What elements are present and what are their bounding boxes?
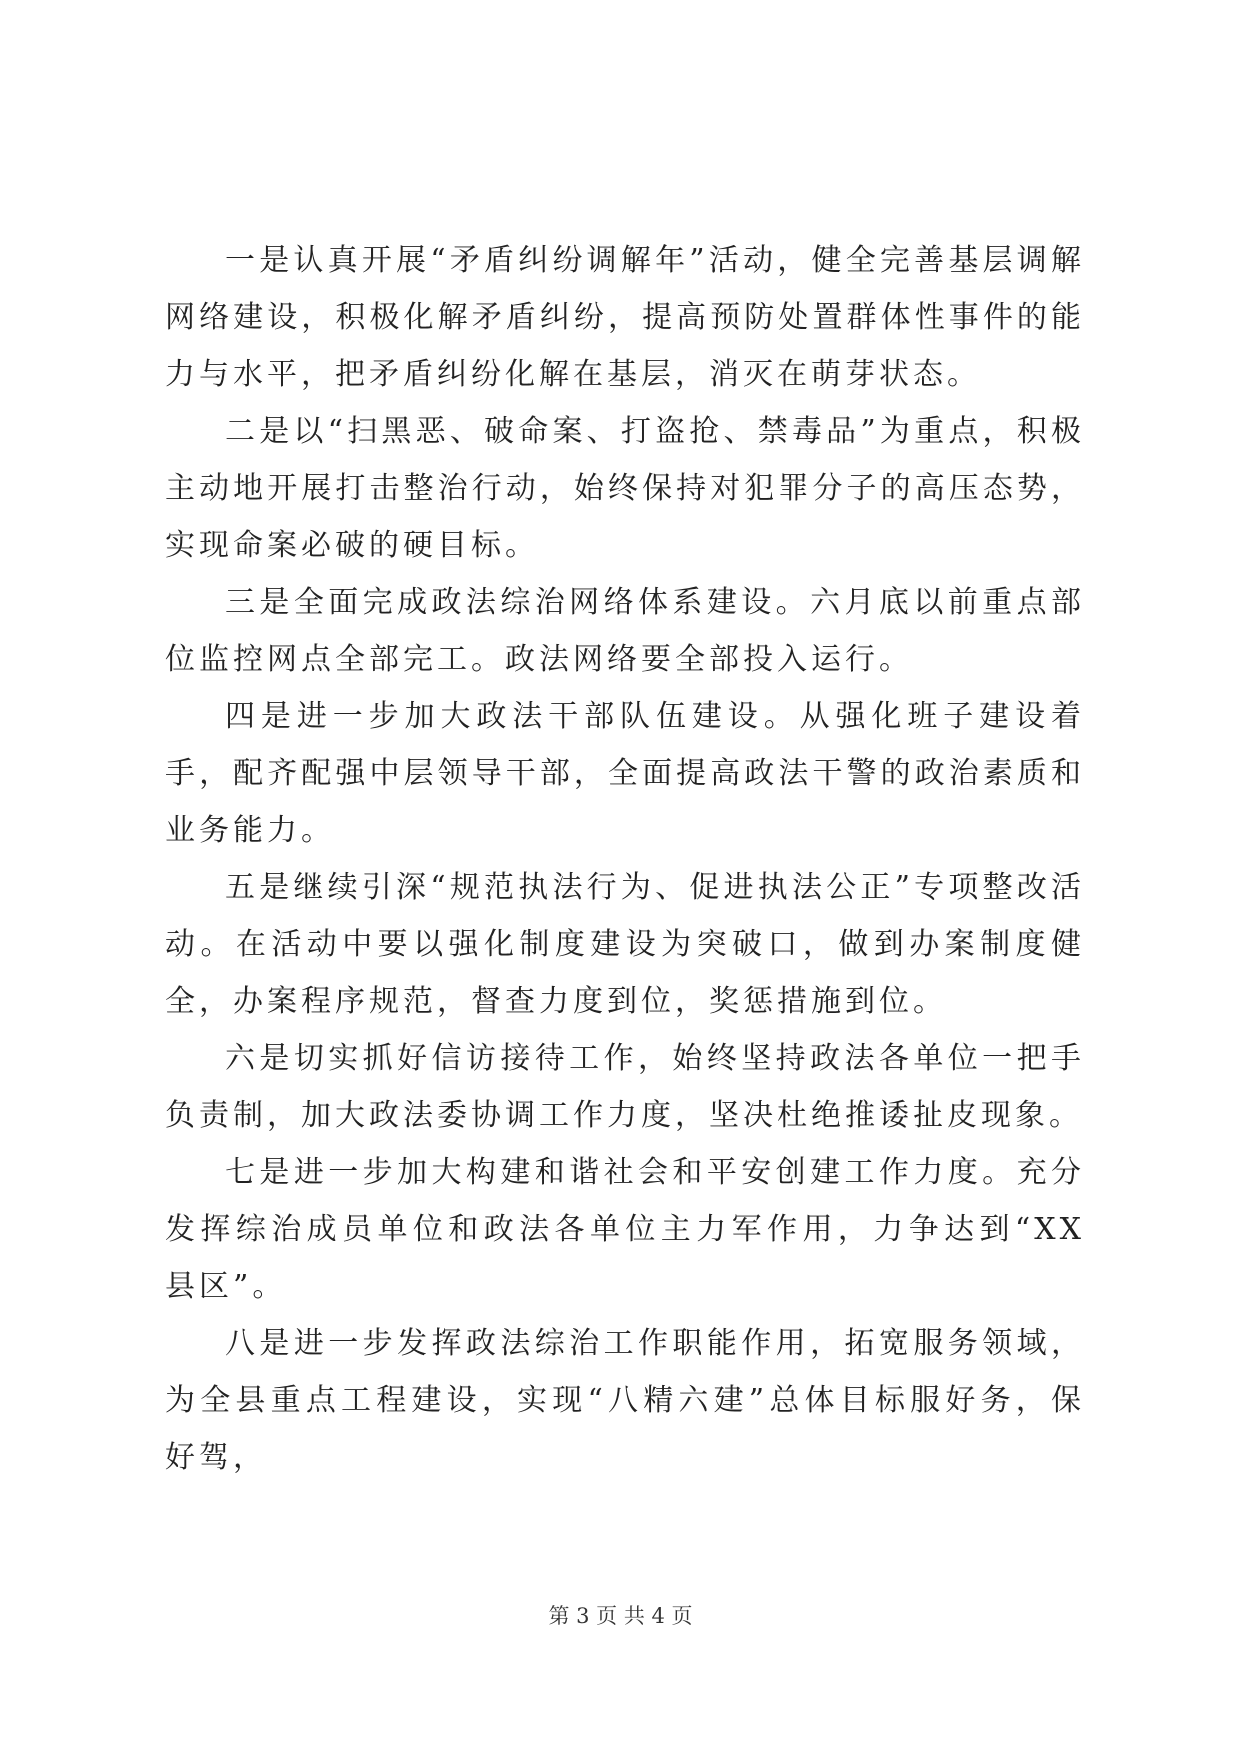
paragraph-3: 三是全面完成政法综治网络体系建设。六月底以前重点部位监控网点全部完工。政法网络要全部投入运行。 <box>165 585 1085 677</box>
paragraph-5: 五是继续引深“规范执法行为、促进执法公正”专项整改活动。在活动中要以强化制度建设为突破口，做到办案制度健全，办案程序规范，督查力度到位，奖惩措施到位。 <box>165 870 1085 1019</box>
paragraph-4: 四是进一步加大政法干部队伍建设。从强化班子建设着手，配齐配强中层领导干部，全面提高政法干警的政治素质和业务能力。 <box>165 699 1085 848</box>
paragraph-7: 七是进一步加大构建和谐社会和平安创建工作力度。充分发挥综治成员单位和政法各单位主力军作用，力争达到“XX县区”。 <box>165 1155 1085 1304</box>
page-number-footer: 第 3 页 共 4 页 <box>548 1604 693 1628</box>
paragraph-6: 六是切实抓好信访接待工作，始终坚持政法各单位一把手负责制，加大政法委协调工作力度，坚决杜绝推诿扯皮现象。 <box>165 1041 1085 1133</box>
paragraph-2: 二是以“扫黑恶、破命案、打盗抢、禁毒品”为重点，积极主动地开展打击整治行动，始终保持对犯罪分子的高压态势，实现命案必破的硬目标。 <box>165 414 1085 563</box>
document-body <box>165 232 1085 1486</box>
paragraph-8: 八是进一步发挥政法综治工作职能作用，拓宽服务领域，为全县重点工程建设，实现“八精六建”总体目标服好务，保好驾， <box>165 1326 1085 1475</box>
paragraph-1: 一是认真开展“矛盾纠纷调解年”活动，健全完善基层调解网络建设，积极化解矛盾纠纷，提高预防处置群体性事件的能力与水平，把矛盾纠纷化解在基层，消灭在萌芽状态。 <box>165 243 1085 392</box>
